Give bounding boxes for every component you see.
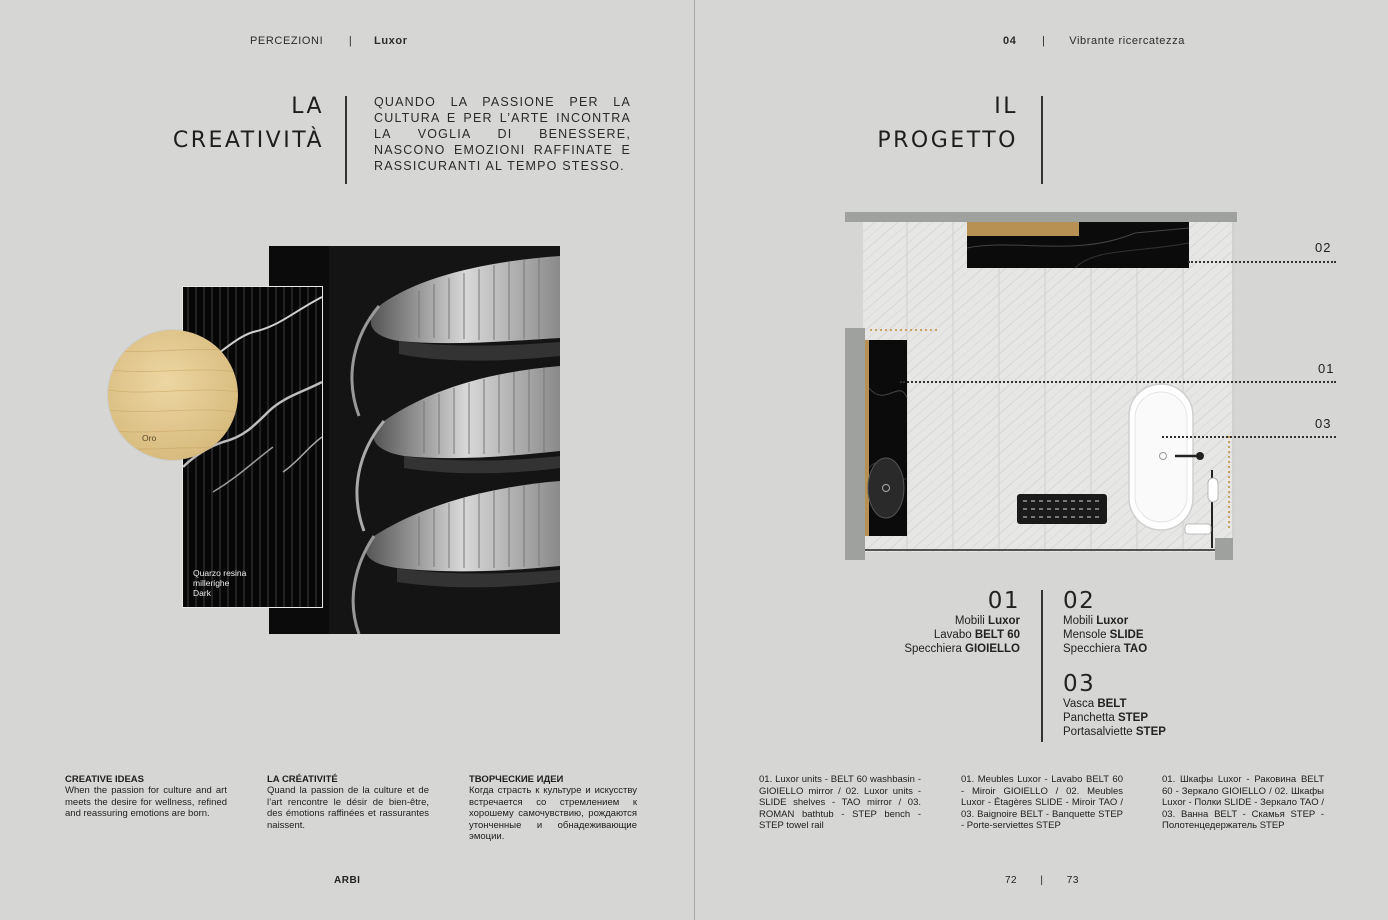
header-subtitle: Vibrante ricercatezza	[1069, 35, 1185, 47]
intro-text: QUANDO LA PASSIONE PER LA CULTURA E PER L’ARTE INCONTRA LA VOGLIA DI BENESSERE, NASCONO EMOZIONI RAFFINATE E RASSICURANTI AL TEMPO STESSO.	[374, 95, 631, 173]
oro-label: Oro	[142, 433, 157, 443]
caption-en-title: CREATIVE IDEAS	[65, 774, 145, 785]
group-01-row-2: Lavabo BELT 60	[933, 629, 1020, 641]
groups-divider	[1041, 590, 1043, 742]
page-number-separator: |	[1040, 875, 1044, 886]
title-divider	[345, 96, 347, 184]
plan-label-01: 01	[1318, 361, 1335, 376]
right-running-header	[1003, 35, 1185, 47]
plan-label-02: 02	[1315, 240, 1332, 255]
header-section: PERCEZIONI	[250, 35, 324, 47]
callout-line-03	[1162, 436, 1336, 438]
group-01-row-1: Mobili Luxor	[954, 615, 1020, 627]
group-02-row-2: Mensole SLIDE	[1063, 629, 1144, 641]
page-number-left: 72	[1005, 875, 1018, 886]
left-running-header	[250, 35, 408, 47]
header-separator: |	[348, 35, 353, 47]
floor-plan-drawing	[845, 208, 1237, 560]
group-03-number: 03	[1063, 671, 1096, 697]
group-01	[880, 588, 1020, 656]
caption-fr-title: LA CRÉATIVITÉ	[267, 774, 338, 785]
group-03-row-1: Vasca BELT	[1063, 698, 1127, 710]
caption-ru	[469, 774, 637, 843]
product-caption-en: 01. Luxor units - BELT 60 washbasin - GIOIELLO mirror / 02. Luxor units - SLIDE shelves - TAO mirror / 03. ROMAN bathtub - STEP bench - STEP towel rail	[759, 774, 921, 831]
oro-wood-swatch	[108, 330, 238, 460]
left-page-title	[120, 90, 324, 158]
quartz-label	[193, 568, 246, 598]
wood-grain	[108, 330, 238, 460]
caption-fr	[267, 774, 429, 831]
quartz-label-line-3: Dark	[193, 588, 211, 598]
plan-label-03: 03	[1315, 416, 1332, 431]
caption-en	[65, 774, 227, 820]
right-page-title	[820, 90, 1018, 158]
group-02-row-3: Specchiera TAO	[1063, 643, 1148, 655]
title-line-1: LA	[291, 94, 324, 119]
caption-fr-text: Quand la passion de la culture et de l’art rencontre le désir de bien-être, des émotions raffinées et rassurantes naissent.	[267, 785, 429, 831]
header-collection: Luxor	[374, 35, 408, 47]
right-footer-pages	[1005, 875, 1079, 886]
product-caption-fr: 01. Meubles Luxor - Lavabo BELT 60 - Miroir GIOIELLO / 02. Meubles Luxor - Étagères SLIDE - Miroir TAO / 03. Baignoire BELT - Banquette STEP - Porte-serviettes STEP	[961, 774, 1123, 831]
group-02-row-1: Mobili Luxor	[1063, 615, 1129, 627]
right-title-line-2: PROGETTO	[877, 128, 1018, 153]
caption-ru-title: ТВОРЧЕСКИЕ ИДЕИ	[469, 774, 564, 785]
group-03-row-3: Portasalviette STEP	[1063, 726, 1166, 738]
group-03-row-2: Panchetta STEP	[1063, 712, 1149, 724]
group-02-number: 02	[1063, 588, 1096, 614]
left-footer-brand: ARBI	[334, 875, 361, 886]
group-01-number: 01	[987, 588, 1020, 614]
title-line-2: CREATIVITÀ	[172, 128, 324, 153]
page-number-right: 73	[1066, 875, 1079, 886]
product-caption-ru: 01. Шкафы Luxor - Раковина BELT 60 - Зеркало GIOIELLO / 02. Шкафы Luxor - Полки SLIDE - Зеркало TAO / 03. Ванна BELT - Скамья STEP - Полотенцедержатель STEP	[1162, 774, 1324, 831]
quartz-label-line-1: Quarzo resina	[193, 568, 247, 578]
floor-plan	[845, 208, 1237, 560]
header-separator-right: |	[1042, 35, 1046, 47]
right-title-line-1: IL	[994, 94, 1018, 119]
callout-line-01	[900, 381, 1336, 383]
quartz-label-line-2: millerighe	[193, 578, 230, 588]
caption-ru-text: Когда страсть к культуре и искусству встречается со стремлением к хорошему самочувствию, рождаются утонченные и обнадеживающие эмоции.	[469, 785, 637, 842]
caption-en-text: When the passion for culture and art meets the desire for wellness, refined and reassuring emotions are born.	[65, 785, 227, 819]
callout-line-02	[1188, 261, 1336, 263]
header-number: 04	[1003, 35, 1017, 47]
group-03	[1063, 671, 1223, 739]
group-02	[1063, 588, 1223, 656]
page-spine	[694, 0, 695, 920]
right-title-divider	[1041, 96, 1043, 184]
group-01-row-3: Specchiera GIOIELLO	[904, 643, 1020, 655]
